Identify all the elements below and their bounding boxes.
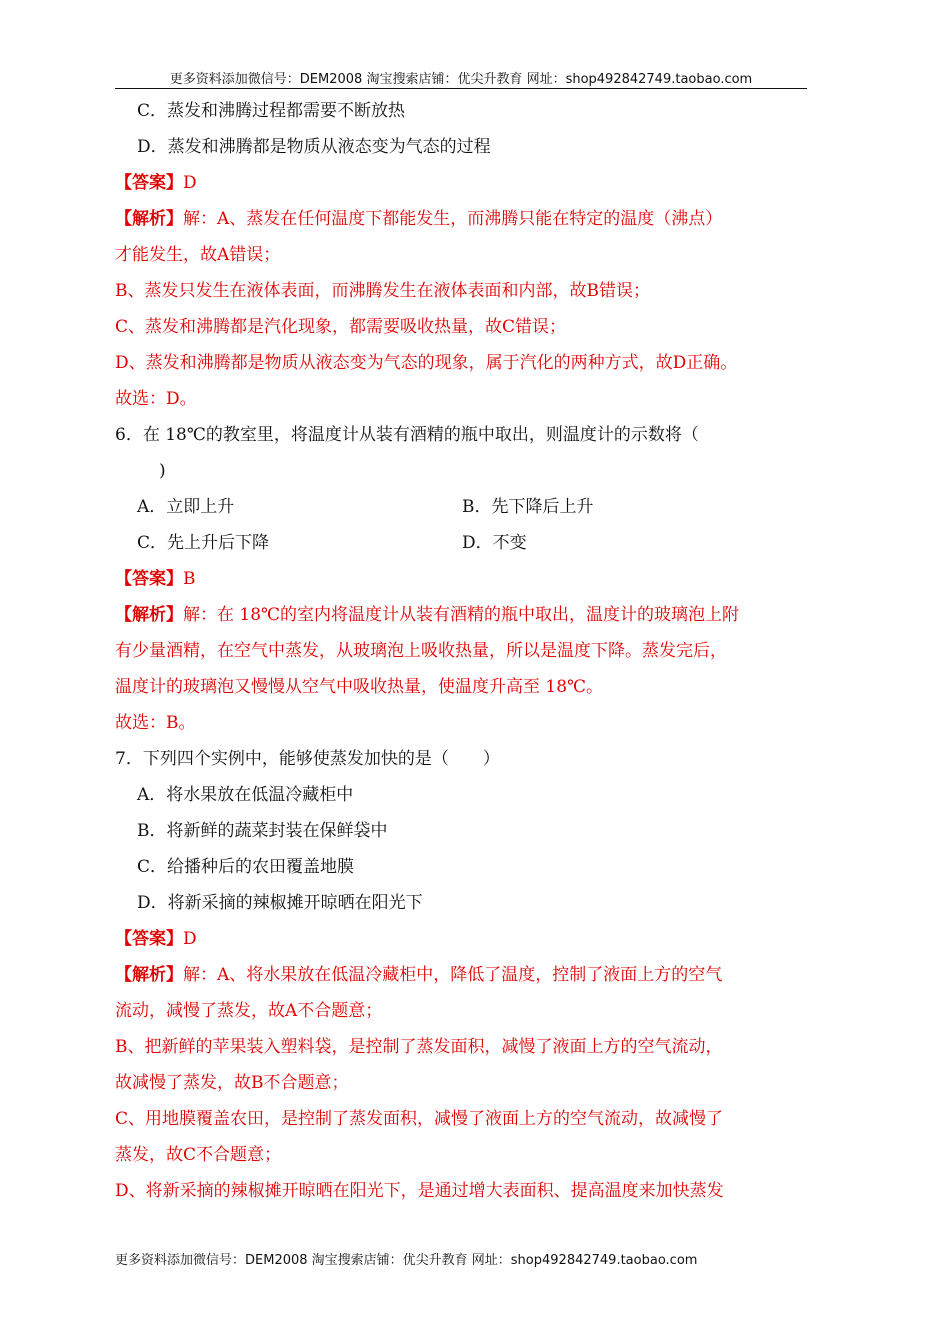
q5-answer xyxy=(115,165,810,201)
q6-options-row xyxy=(115,489,810,525)
analysis-tag: 【解析】 xyxy=(115,965,183,985)
q7-analysis-line: C、用地膜覆盖农田，是控制了蒸发面积，减慢了液面上方的空气流动，故减慢了 xyxy=(115,1109,724,1129)
answer-value: D xyxy=(183,173,197,193)
answer-tag: 【答案】 xyxy=(115,569,183,589)
page-header: 更多资料添加微信号：DEM2008 淘宝搜索店铺：优尖升教育 网址：shop492842749.taobao.com xyxy=(169,72,753,87)
q5-analysis-line: C、蒸发和沸腾都是汽化现象，都需要吸收热量，故C错误； xyxy=(115,317,567,337)
q6-analysis-line: 温度计的玻璃泡又慢慢从空气中吸收热量，使温度升高至 18℃。 xyxy=(115,677,604,697)
answer-value: B xyxy=(183,569,196,589)
q6-option-a: A．立即上升 xyxy=(137,497,235,517)
q6-options-row xyxy=(115,525,810,561)
answer-value: D xyxy=(183,929,197,949)
q6-stem: 6．在 18℃的教室里，将温度计从装有酒精的瓶中取出，则温度计的示数将（ xyxy=(115,425,699,445)
q7-option-b: B．将新鲜的蔬菜封装在保鲜袋中 xyxy=(137,821,388,841)
q6-stem-cont: ) xyxy=(159,461,166,481)
q5-option-d: D．蒸发和沸腾都是物质从液态变为气态的过程 xyxy=(137,137,491,157)
page-footer: 更多资料添加微信号：DEM2008 淘宝搜索店铺：优尖升教育 网址：shop492842749.taobao.com xyxy=(115,1253,698,1268)
analysis-tag: 【解析】 xyxy=(115,605,183,625)
q7-stem: 7．下列四个实例中，能够使蒸发加快的是（ ） xyxy=(115,749,500,769)
q7-analysis-line: 流动，减慢了蒸发，故A不合题意； xyxy=(115,1001,383,1021)
q6-analysis-line: 【解析】解：在 18℃的室内将温度计从装有酒精的瓶中取出，温度计的玻璃泡上附 xyxy=(115,605,740,625)
q5-option-c: C．蒸发和沸腾过程都需要不断放热 xyxy=(137,101,406,121)
header-rule xyxy=(115,88,807,89)
q7-analysis-line: 【解析】解：A、将水果放在低温冷藏柜中，降低了温度，控制了液面上方的空气 xyxy=(115,965,723,985)
q7-option-d: D．将新采摘的辣椒摊开晾晒在阳光下 xyxy=(137,893,423,913)
q7-analysis-line: B、把新鲜的苹果装入塑料袋，是控制了蒸发面积，减慢了液面上方的空气流动， xyxy=(115,1037,723,1057)
q7-option-c: C．给播种后的农田覆盖地膜 xyxy=(137,857,355,877)
q7-analysis-line: 蒸发，故C不合题意； xyxy=(115,1145,282,1165)
answer-tag: 【答案】 xyxy=(115,173,183,193)
q5-analysis-line: 【解析】解：A、蒸发在任何温度下都能发生，而沸腾只能在特定的温度（沸点） xyxy=(115,209,723,229)
q6-option-c: C．先上升后下降 xyxy=(137,533,270,553)
q5-analysis-line: 才能发生，故A错误； xyxy=(115,245,281,265)
q7-answer xyxy=(115,921,810,957)
q7-option-a: A．将水果放在低温冷藏柜中 xyxy=(137,785,354,805)
q5-analysis-line: 故选：D。 xyxy=(115,389,197,409)
q5-analysis-line: B、蒸发只发生在液体表面，而沸腾发生在液体表面和内部，故B错误； xyxy=(115,281,650,301)
analysis-tag: 【解析】 xyxy=(115,209,183,229)
q5-analysis-line: D、蒸发和沸腾都是物质从液态变为气态的现象，属于汽化的两种方式，故D正确。 xyxy=(115,353,738,373)
q6-option-d: D．不变 xyxy=(462,533,527,553)
q6-analysis-line: 有少量酒精，在空气中蒸发，从玻璃泡上吸收热量，所以是温度下降。蒸发完后， xyxy=(115,641,727,661)
answer-tag: 【答案】 xyxy=(115,929,183,949)
q6-option-b: B．先下降后上升 xyxy=(462,497,594,517)
q7-analysis-line: 故减慢了蒸发，故B不合题意； xyxy=(115,1073,349,1093)
q6-analysis-line: 故选：B。 xyxy=(115,713,196,733)
q6-answer xyxy=(115,561,810,597)
q7-analysis-line: D、将新采摘的辣椒摊开晾晒在阳光下，是通过增大表面积、提高温度来加快蒸发 xyxy=(115,1181,724,1201)
document-body xyxy=(115,93,810,1209)
